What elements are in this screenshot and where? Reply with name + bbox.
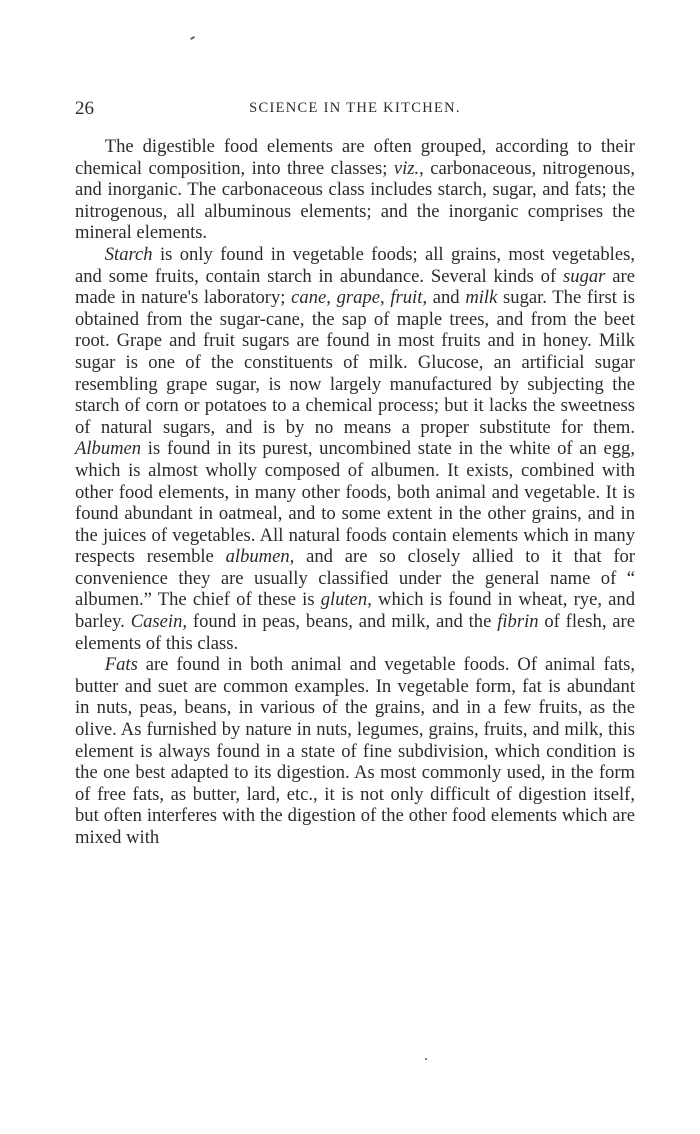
text-run: sugar. The first is obtained from the sugar-cane, the sap of maple trees, and from the beet root. Grape and fruit sugars are found in most fruits and in honey. Milk sugar is one of the constituents of milk. Glucose, an artificial sugar resembling grape sugar, is now largely manufactured by subjecting the starch of corn or potatoes to a chemical process; but it lacks the sweetness of natural sugars, and is by no means a proper substitute for them. bbox=[75, 287, 635, 438]
book-page bbox=[75, 98, 635, 849]
italic-term: sugar bbox=[563, 265, 606, 287]
text-run: are found in both animal and vegetable foods. Of animal fats, butter and suet are common examples. In vegetable form, fat is abundant in nuts, peas, beans, in various of the grains, and in a few fruits, as the olive. As furnished by nature in nuts, legumes, grains, fruits, and milk, this element is always found in a state of fine subdivision, which condition is the one best adapted to its digestion. As most commonly used, in the form of free fats, as butter, lard, etc., it is not only difficult of digestion itself, but often interferes with the digestion of the other food elements which are mixed with bbox=[75, 654, 635, 848]
italic-term: cane, grape, fruit, bbox=[291, 287, 428, 309]
ink-speck-bottom bbox=[425, 1058, 427, 1060]
italic-term: Fats bbox=[104, 654, 138, 676]
ink-speck-top bbox=[190, 36, 195, 40]
text-run: is found in its purest, uncombined state in the white of an egg, which is almost wholly composed of albumen. It exists, combined with other food elements, in many other foods, both animal and vegetable. It is found abundant in oatmeal, and to some extent in the other grains, and in the juices of vegetables. All natural foods contain elements which in many respects resemble bbox=[75, 438, 635, 568]
italic-term: albumen, bbox=[225, 546, 295, 568]
body-text bbox=[75, 136, 635, 849]
italic-term: fibrin bbox=[497, 611, 539, 633]
italic-term: Casein, bbox=[130, 611, 188, 633]
paragraph-food-classes bbox=[75, 136, 635, 244]
page-number: 26 bbox=[75, 98, 94, 119]
paragraph-starch-sugar-albumen bbox=[75, 244, 635, 654]
text-run: is only found in vegetable foods; all grains, most vegetables, and some fruits, contain starch in abundance. Several kinds of bbox=[75, 243, 635, 287]
text-run: found in peas, beans, and milk, and the bbox=[187, 611, 498, 633]
text-run: are made in nature's laboratory; bbox=[75, 265, 635, 309]
text-run: and are so closely allied to it that for convenience they are usually classified under the general name of “ albumen.” The chief of these is bbox=[75, 546, 635, 611]
italic-term: Starch bbox=[104, 243, 153, 265]
text-run: , which is found in wheat, rye, and barley. bbox=[75, 589, 635, 633]
italic-term: viz. bbox=[393, 157, 420, 179]
running-head bbox=[75, 98, 635, 122]
text-run: , carbonaceous, nitrogenous, and inorganic. The carbonaceous class includes starch, sugar, and fats; the nitrogenous, all albuminous elements; and the inorganic comprises the mineral elements. bbox=[75, 157, 636, 244]
text-run: and bbox=[427, 287, 466, 309]
italic-term: gluten bbox=[320, 589, 368, 611]
text-run: The digestible food elements are often grouped, according to their chemical composition, into three classes; bbox=[75, 136, 635, 179]
text-run: of flesh, are elements of this class. bbox=[75, 611, 636, 654]
running-title: SCIENCE IN THE KITCHEN. bbox=[249, 100, 461, 116]
paragraph-fats bbox=[75, 654, 635, 848]
italic-term: milk bbox=[465, 287, 498, 309]
italic-term: Albumen bbox=[75, 438, 142, 460]
